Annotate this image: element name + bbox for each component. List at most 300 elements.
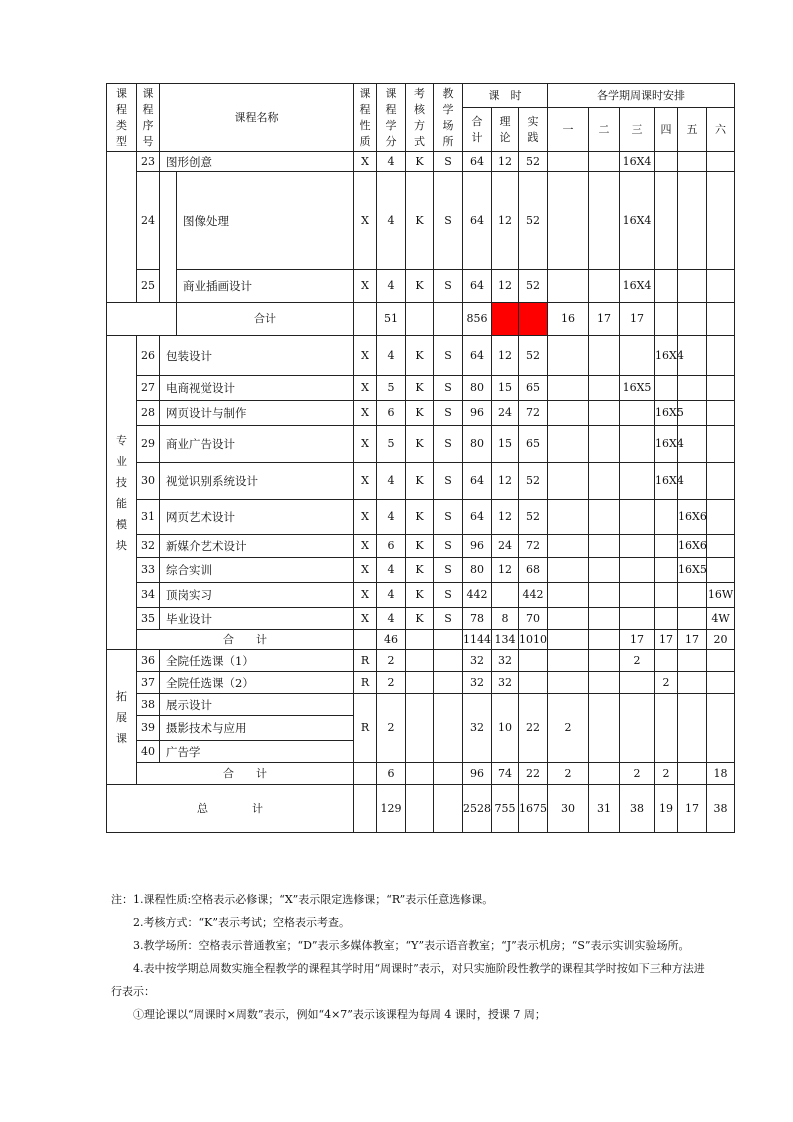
- note-3: 3.教学场所：空格表示普通教室；“D”表示多媒体教室；“Y”表示语音教室；“J”表示机房；“S”表示实训实验场所。: [133, 939, 690, 952]
- subtotal2-s5: 17: [678, 630, 707, 650]
- grand-total-s1: 30: [548, 785, 589, 833]
- cell-cr: 2: [377, 650, 406, 672]
- header-theory: [492, 108, 519, 152]
- cell-t: 32: [463, 650, 492, 672]
- cell-nat: X: [354, 172, 377, 270]
- vertical-char: 模: [116, 517, 127, 531]
- cell-s6: 16W: [707, 583, 735, 608]
- cell-s2: [589, 270, 620, 303]
- subtotal1-venue: [434, 303, 463, 336]
- grand-total-practice: 1675: [519, 785, 548, 833]
- cell-s1: [548, 535, 589, 558]
- grand-total-hours: 2528: [463, 785, 492, 833]
- cell-s5: [678, 608, 707, 630]
- cell-pr: [519, 672, 548, 694]
- cell-pr: 52: [519, 152, 548, 172]
- cell-th: [492, 583, 519, 608]
- cell-ve: S: [434, 558, 463, 583]
- cell-s2: [589, 172, 620, 270]
- vertical-char: 教: [442, 86, 454, 100]
- course-name: 顶岗实习: [160, 583, 354, 608]
- cell-nat: X: [354, 608, 377, 630]
- cell-pr: [519, 650, 548, 672]
- subtotal1-s2: 17: [589, 303, 620, 336]
- cell-t: 64: [463, 336, 492, 376]
- cell-s4: [655, 694, 678, 763]
- cell-pr: 72: [519, 401, 548, 426]
- cell-s3: [620, 608, 655, 630]
- course-name: 电商视觉设计: [160, 376, 354, 401]
- vertical-char: 理: [499, 114, 511, 128]
- course-no: 33: [137, 558, 160, 583]
- cell-cr: 5: [377, 376, 406, 401]
- course-no: 40: [137, 741, 160, 763]
- cell-ve: [434, 650, 463, 672]
- vertical-char: 课: [116, 731, 127, 745]
- cell-ex: [406, 650, 434, 672]
- cell-s6: [707, 694, 735, 763]
- cell-th: 12: [492, 500, 519, 535]
- cell-ve: S: [434, 583, 463, 608]
- cell-s6: [707, 172, 735, 270]
- cell-ve: S: [434, 270, 463, 303]
- cell-ex: K: [406, 463, 434, 500]
- subtotal3-exam: [406, 763, 434, 785]
- subtotal2-total: 1144: [463, 630, 492, 650]
- grand-total-label: 总 计: [107, 785, 354, 833]
- cell-th: 24: [492, 535, 519, 558]
- cell-th: 12: [492, 558, 519, 583]
- cell-th: 32: [492, 650, 519, 672]
- cell-s1: [548, 172, 589, 270]
- cell-th: 12: [492, 336, 519, 376]
- note-1: 注：1.课程性质:空格表示必修课；“X”表示限定选修课；“R”表示任意选修课。: [111, 893, 494, 906]
- course-name: 全院任选课（2）: [160, 672, 354, 694]
- grand-total-s3: 38: [620, 785, 655, 833]
- grand-total-s5: 17: [678, 785, 707, 833]
- cell-ex: K: [406, 558, 434, 583]
- vertical-char: 践: [527, 130, 539, 144]
- header-sem-2: 二: [589, 108, 620, 152]
- course-name: 网页设计与制作: [160, 401, 354, 426]
- vertical-char: 程: [385, 102, 397, 116]
- subtotal1-exam: [406, 303, 434, 336]
- vertical-char: 专: [116, 433, 127, 447]
- grand-total-s4: 19: [655, 785, 678, 833]
- vertical-char: 程: [142, 102, 154, 116]
- header-course-no: [137, 84, 160, 152]
- header-exam: [406, 84, 434, 152]
- cell-t: 96: [463, 535, 492, 558]
- vertical-char: 业: [116, 454, 127, 468]
- cell-s4: 2: [655, 672, 678, 694]
- cell-s3: [620, 336, 655, 376]
- subtotal2-s3: 17: [620, 630, 655, 650]
- course-name: 全院任选课（1）: [160, 650, 354, 672]
- subtotal1-theory-redacted: [492, 303, 519, 336]
- cell-ve: S: [434, 172, 463, 270]
- cell-s4: [655, 558, 678, 583]
- subtotal1-s5: [678, 303, 707, 336]
- vertical-char: 展: [116, 710, 127, 724]
- block3-type: [107, 650, 137, 785]
- cell-s2: [589, 672, 620, 694]
- subtotal1-blank: [107, 303, 177, 336]
- cell-s6: [707, 152, 735, 172]
- cell-pr: 65: [519, 426, 548, 463]
- course-no: 35: [137, 608, 160, 630]
- vertical-char: 能: [116, 496, 127, 510]
- cell-t: 32: [463, 694, 492, 763]
- cell-ve: S: [434, 463, 463, 500]
- cell-ve: S: [434, 426, 463, 463]
- subtotal3-nature: [354, 763, 377, 785]
- cell-s6: [707, 426, 735, 463]
- cell-s3: [620, 583, 655, 608]
- cell-s5: 16X6: [678, 535, 707, 558]
- subtotal2-credits: 46: [377, 630, 406, 650]
- cell-s6: [707, 463, 735, 500]
- cell-cr: 4: [377, 172, 406, 270]
- vertical-char: 场: [442, 118, 454, 132]
- vertical-char: 技: [116, 475, 127, 489]
- cell-cr: 2: [377, 694, 406, 763]
- cell-s4: 16X4: [655, 426, 678, 463]
- course-no: 32: [137, 535, 160, 558]
- subtotal3-total: 96: [463, 763, 492, 785]
- note-4: 4.表中按学期总周数实施全程教学的课程其学时用“周课时”表示，对只实施阶段性教学的课程其学时按如下三种方法进行表示：: [111, 962, 705, 998]
- cell-s2: [589, 336, 620, 376]
- cell-s2: [589, 535, 620, 558]
- cell-ve: [434, 672, 463, 694]
- cell-pr: 65: [519, 376, 548, 401]
- header-schedule: 各学期周课时安排: [548, 84, 735, 108]
- vertical-char: 程: [116, 102, 127, 116]
- block2-type: [107, 336, 137, 650]
- subtotal3-venue: [434, 763, 463, 785]
- course-no: 36: [137, 650, 160, 672]
- cell-s3: 16X5: [620, 376, 655, 401]
- subtotal2-s6: 20: [707, 630, 735, 650]
- cell-s1: [548, 270, 589, 303]
- cell-ex: [406, 672, 434, 694]
- cell-t: 80: [463, 426, 492, 463]
- cell-t: 64: [463, 152, 492, 172]
- subtotal1-practice-redacted: [519, 303, 548, 336]
- cell-s6: [707, 672, 735, 694]
- cell-s1: [548, 672, 589, 694]
- cell-pr: 52: [519, 463, 548, 500]
- cell-s1: [548, 401, 589, 426]
- cell-s1: [548, 336, 589, 376]
- cell-t: 78: [463, 608, 492, 630]
- cell-ex: K: [406, 426, 434, 463]
- course-name: 商业广告设计: [160, 426, 354, 463]
- cell-ex: K: [406, 336, 434, 376]
- cell-nat: X: [354, 401, 377, 426]
- cell-s6: [707, 535, 735, 558]
- cell-s2: [589, 694, 620, 763]
- cell-th: 15: [492, 426, 519, 463]
- cell-t: 80: [463, 376, 492, 401]
- cell-t: 64: [463, 172, 492, 270]
- course-name: 摄影技术与应用: [160, 716, 354, 741]
- cell-t: 80: [463, 558, 492, 583]
- cell-s1: [548, 152, 589, 172]
- cell-s2: [589, 500, 620, 535]
- cell-s5: [678, 583, 707, 608]
- grand-total-exam: [406, 785, 434, 833]
- cell-ve: S: [434, 500, 463, 535]
- cell-t: 64: [463, 270, 492, 303]
- cell-ex: K: [406, 608, 434, 630]
- header-sem-1: 一: [548, 108, 589, 152]
- cell-s2: [589, 376, 620, 401]
- subtotal2-venue: [434, 630, 463, 650]
- cell-s4: [655, 172, 678, 270]
- cell-th: 15: [492, 376, 519, 401]
- header-nature: [354, 84, 377, 152]
- cell-s5: [678, 694, 707, 763]
- cell-nat: X: [354, 463, 377, 500]
- course-no: 25: [137, 270, 160, 303]
- cell-s6: [707, 376, 735, 401]
- subtotal1-nature: [354, 303, 377, 336]
- vertical-char: 方: [414, 118, 425, 132]
- cell-ve: S: [434, 608, 463, 630]
- cell-ex: K: [406, 152, 434, 172]
- course-no: 27: [137, 376, 160, 401]
- course-name: 图形创意: [160, 152, 354, 172]
- course-name: 新媒介艺术设计: [160, 535, 354, 558]
- cell-s3: [620, 535, 655, 558]
- cell-t: 64: [463, 500, 492, 535]
- cell-cr: 4: [377, 270, 406, 303]
- cell-s2: [589, 401, 620, 426]
- subtotal3-s6: 18: [707, 763, 735, 785]
- cell-pr: 52: [519, 270, 548, 303]
- header-total: [463, 108, 492, 152]
- cell-t: 442: [463, 583, 492, 608]
- cell-s3: [620, 401, 655, 426]
- cell-nat: X: [354, 152, 377, 172]
- cell-s4: [655, 650, 678, 672]
- course-name: 图像处理: [177, 172, 354, 270]
- course-no: 23: [137, 152, 160, 172]
- cell-s6: [707, 650, 735, 672]
- cell-th: 12: [492, 172, 519, 270]
- cell-s5: [678, 376, 707, 401]
- subtotal2-s2: [589, 630, 620, 650]
- vertical-char: 核: [414, 102, 425, 116]
- cell-s4: [655, 376, 678, 401]
- cell-s6: [707, 270, 735, 303]
- grand-total-theory: 755: [492, 785, 519, 833]
- cell-cr: 4: [377, 558, 406, 583]
- cell-cr: 4: [377, 463, 406, 500]
- cell-s4: 16X4: [655, 463, 678, 500]
- cell-s3: [620, 558, 655, 583]
- course-no: 28: [137, 401, 160, 426]
- cell-s5: [678, 672, 707, 694]
- course-name: 综合实训: [160, 558, 354, 583]
- cell-nat: X: [354, 558, 377, 583]
- cell-s4: [655, 270, 678, 303]
- cell-s1: [548, 650, 589, 672]
- cell-ex: [406, 694, 434, 763]
- cell-nat: X: [354, 583, 377, 608]
- cell-s5: [678, 172, 707, 270]
- cell-s6: [707, 500, 735, 535]
- cell-nat: X: [354, 426, 377, 463]
- cell-s3: [620, 463, 655, 500]
- header-hours: 课 时: [463, 84, 548, 108]
- vertical-char: 合: [471, 114, 483, 128]
- subtotal2-theory: 134: [492, 630, 519, 650]
- vertical-char: 课: [359, 86, 371, 100]
- course-no: 34: [137, 583, 160, 608]
- cell-th: 12: [492, 270, 519, 303]
- cell-s2: [589, 608, 620, 630]
- header-venue: [434, 84, 463, 152]
- cell-ve: S: [434, 401, 463, 426]
- cell-s2: [589, 583, 620, 608]
- vertical-char: 块: [116, 538, 127, 552]
- cell-s5: 16X6: [678, 500, 707, 535]
- course-schedule-table: [106, 83, 735, 833]
- subtotal2-exam: [406, 630, 434, 650]
- cell-s1: [548, 583, 589, 608]
- cell-s5: [678, 650, 707, 672]
- subtotal2-nature: [354, 630, 377, 650]
- vertical-char: 课: [116, 86, 127, 100]
- vertical-char: 性: [359, 118, 371, 132]
- course-name: 毕业设计: [160, 608, 354, 630]
- header-course-type: [107, 84, 137, 152]
- cell-pr: 442: [519, 583, 548, 608]
- cell-th: 12: [492, 152, 519, 172]
- vertical-char: 所: [442, 134, 454, 148]
- subtotal3-s4: 2: [655, 763, 678, 785]
- header-sem-4: 四: [655, 108, 678, 152]
- header-practice: [519, 108, 548, 152]
- cell-s4: [655, 152, 678, 172]
- header-sem-3: 三: [620, 108, 655, 152]
- cell-s3: [620, 500, 655, 535]
- table-body: [107, 84, 735, 833]
- cell-ex: K: [406, 500, 434, 535]
- vertical-char: 式: [414, 134, 425, 148]
- course-name: 网页艺术设计: [160, 500, 354, 535]
- cell-pr: 52: [519, 500, 548, 535]
- vertical-char: 序: [142, 118, 154, 132]
- cell-s5: [678, 152, 707, 172]
- cell-s3: 16X4: [620, 270, 655, 303]
- grand-total-nature: [354, 785, 377, 833]
- grand-total-s2: 31: [589, 785, 620, 833]
- cell-t: 32: [463, 672, 492, 694]
- grand-total-credits: 129: [377, 785, 406, 833]
- course-no: 37: [137, 672, 160, 694]
- cell-s1: 2: [548, 694, 589, 763]
- vertical-char: 课: [385, 86, 397, 100]
- cell-nat: X: [354, 376, 377, 401]
- vertical-char: 分: [385, 134, 397, 148]
- cell-ex: K: [406, 172, 434, 270]
- cell-pr: 70: [519, 608, 548, 630]
- subtotal1-s1: 16: [548, 303, 589, 336]
- cell-ex: K: [406, 270, 434, 303]
- cell-s4: [655, 535, 678, 558]
- cell-s6: 4W: [707, 608, 735, 630]
- subtotal3-s5: [678, 763, 707, 785]
- notes: [111, 888, 711, 1026]
- cell-s4: 16X4: [655, 336, 678, 376]
- subtotal1-s6: [707, 303, 735, 336]
- cell-s2: [589, 558, 620, 583]
- course-name: 广告学: [160, 741, 354, 763]
- cell-nat: X: [354, 336, 377, 376]
- grand-total-s6: 38: [707, 785, 735, 833]
- vertical-char: 质: [359, 134, 371, 148]
- cell-s6: [707, 558, 735, 583]
- vertical-char: 型: [116, 134, 127, 148]
- course-name: 展示设计: [160, 694, 354, 716]
- header-sem-6: 六: [707, 108, 735, 152]
- cell-cr: 4: [377, 583, 406, 608]
- cell-cr: 6: [377, 535, 406, 558]
- cell-pr: 52: [519, 336, 548, 376]
- cell-ve: S: [434, 336, 463, 376]
- cell-s6: [707, 401, 735, 426]
- cell-s4: [655, 583, 678, 608]
- cell-s3: 16X4: [620, 172, 655, 270]
- cell-cr: 4: [377, 608, 406, 630]
- subtotal3-practice: 22: [519, 763, 548, 785]
- subtotal3-s3: 2: [620, 763, 655, 785]
- course-no: 29: [137, 426, 160, 463]
- vertical-char: 考: [414, 86, 425, 100]
- cell-s2: [589, 152, 620, 172]
- cell-nat: X: [354, 535, 377, 558]
- header-sem-5: 五: [678, 108, 707, 152]
- cell-s2: [589, 463, 620, 500]
- course-no: 30: [137, 463, 160, 500]
- cell-pr: 72: [519, 535, 548, 558]
- cell-nat: X: [354, 500, 377, 535]
- note-2: 2.考核方式：“K”表示考试；空格表示考查。: [133, 916, 350, 929]
- cell-s4: [655, 500, 678, 535]
- cell-cr: 4: [377, 500, 406, 535]
- cell-t: 64: [463, 463, 492, 500]
- cell-s1: [548, 608, 589, 630]
- vertical-char: 实: [527, 114, 539, 128]
- cell-t: 96: [463, 401, 492, 426]
- cell-s4: [655, 608, 678, 630]
- subtotal2-s1: [548, 630, 589, 650]
- note-5: ①理论课以“周课时×周数”表示，例如“4×7”表示该课程为每周 4 课时，授课 7 周；: [133, 1008, 546, 1021]
- cell-cr: 4: [377, 152, 406, 172]
- cell-th: 24: [492, 401, 519, 426]
- cell-ex: K: [406, 535, 434, 558]
- cell-cr: 2: [377, 672, 406, 694]
- subtotal1-total: 856: [463, 303, 492, 336]
- grand-total-venue: [434, 785, 463, 833]
- subtotal3-s2: [589, 763, 620, 785]
- subtotal1-credits: 51: [377, 303, 406, 336]
- vertical-char: 计: [471, 130, 483, 144]
- course-name: 视觉识别系统设计: [160, 463, 354, 500]
